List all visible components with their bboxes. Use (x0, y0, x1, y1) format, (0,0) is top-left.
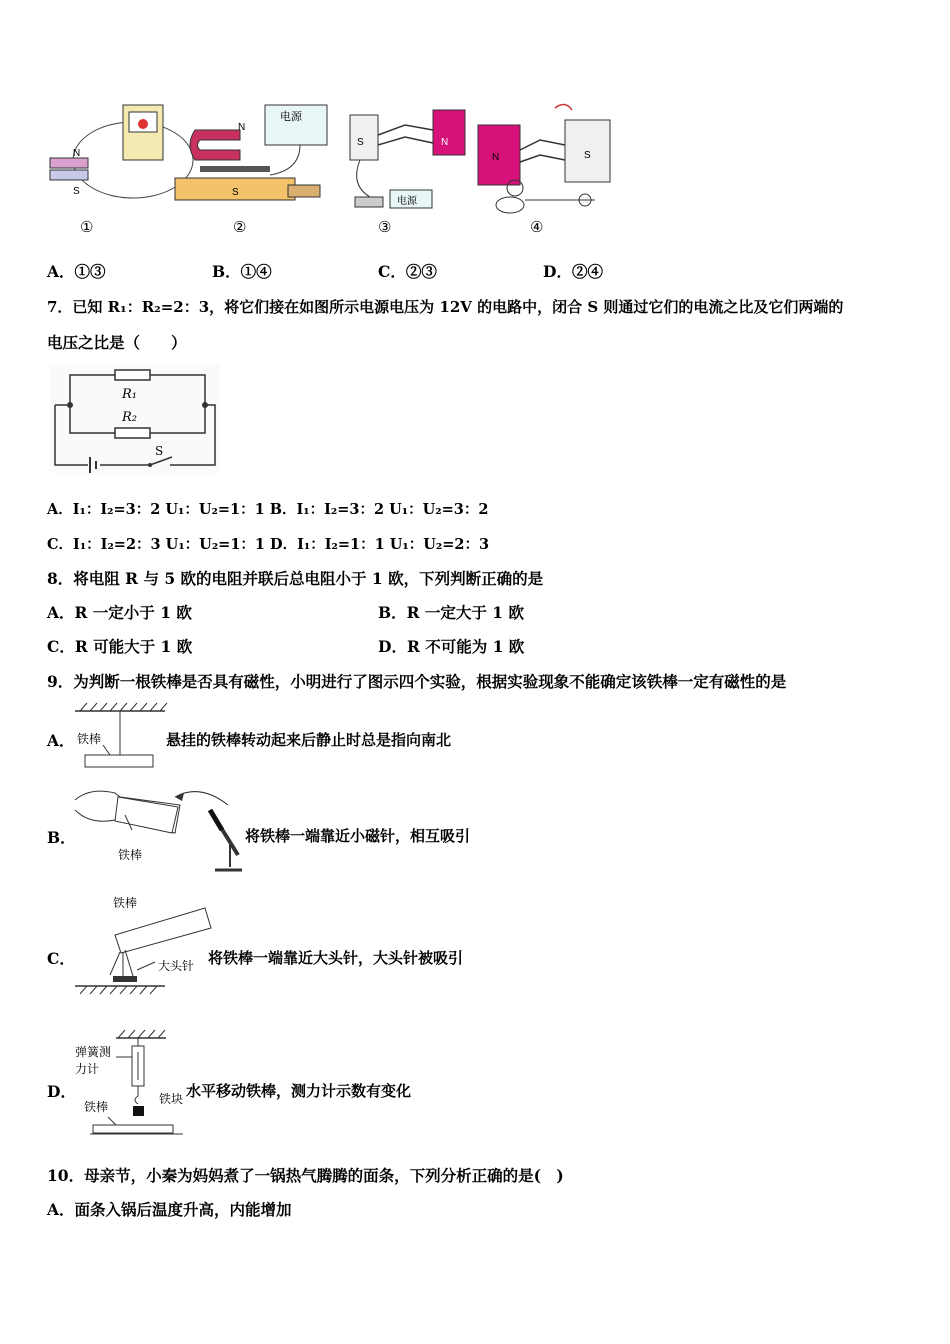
fig2-s-label: S (232, 187, 239, 198)
q8-option-d: D．R 不可能为 1 欧 (378, 637, 525, 656)
q9-option-a-text: 悬挂的铁棒转动起来后静止时总是指向南北 (166, 731, 452, 749)
q7-options-line1: A．I₁：I₂=3：2 U₁：U₂=1：1 B．I₁：I₂=3：2 U₁：U₂=3：2 (47, 501, 489, 518)
figure-label-3: ③ (378, 218, 392, 236)
r2-label: R₂ (122, 410, 137, 425)
q7-stem-line2: 电压之比是（ ） (47, 333, 187, 352)
q9-figure-c (75, 890, 210, 1000)
q9-c-label-pin: 大头针 (158, 959, 195, 973)
fig4-s-label: S (584, 150, 591, 161)
q9-d-label-block: 铁块 (159, 1092, 184, 1106)
q9-b-label-rod: 铁棒 (118, 848, 143, 862)
q9-stem: 9．为判断一根铁棒是否具有磁性，小明进行了图示四个实验，根据实验现象不能确定该铁棒一定有磁性的是 (47, 672, 787, 691)
q10-stem: 10．母亲节，小秦为妈妈煮了一锅热气腾腾的面条，下列分析正确的是( ) (47, 1166, 564, 1185)
figure-4 (470, 100, 615, 215)
q7-stem-line1: 7．已知 R₁：R₂=2：3，将它们接在如图所示电源电压为 12V 的电路中，闭合 S 则通过它们的电流之比及它们两端的 (47, 298, 844, 316)
fig2-n-label: N (238, 122, 246, 133)
q9-d-label-rod: 铁棒 (84, 1100, 109, 1114)
q9-c-label-rod: 铁棒 (113, 896, 138, 910)
q6-option-c: C．②③ (378, 262, 437, 281)
q6-option-b: B．①④ (212, 262, 272, 281)
q9-option-d-text: 水平移动铁棒，测力计示数有变化 (186, 1082, 412, 1100)
q9-option-a-letter: A． (47, 731, 75, 750)
q6-option-d: D．②④ (543, 262, 603, 281)
q9-d-label-spring1: 弹簧测 (75, 1045, 112, 1059)
q7-options-line2: C．I₁：I₂=2：3 U₁：U₂=1：1 D．I₁：I₂=1：1 U₁：U₂=2：3 (47, 536, 490, 553)
figure-label-4: ④ (530, 218, 544, 236)
figure-label-2: ② (233, 218, 247, 236)
q10-option-a: A．面条入锅后温度升高，内能增加 (47, 1200, 292, 1219)
fig3-n-label: N (441, 137, 449, 148)
fig4-n-label: N (492, 152, 500, 163)
q7-circuit-diagram (50, 365, 225, 475)
q6-option-a: A．①③ (47, 262, 106, 281)
q9-option-c-text: 将铁棒一端靠近大头针，大头针被吸引 (208, 949, 464, 967)
q8-option-c: C．R 可能大于 1 欧 (47, 637, 193, 656)
q8-stem: 8．将电阻 R 与 5 欧的电阻并联后总电阻小于 1 欧，下列判断正确的是 (47, 569, 544, 588)
q9-figure-b (70, 785, 245, 880)
switch-label: S (155, 444, 164, 458)
q9-a-label-rod: 铁棒 (77, 732, 102, 746)
q9-d-label-spring2: 力计 (75, 1062, 100, 1076)
q9-option-c-letter: C． (47, 949, 75, 968)
fig2-power-label: 电源 (280, 110, 302, 123)
figure-2 (170, 100, 340, 210)
fig3-s-label: S (357, 137, 364, 148)
fig3-power-label: 电源 (397, 196, 417, 207)
q9-option-b-letter: B． (47, 828, 76, 847)
q8-option-a: A．R 一定小于 1 欧 (47, 603, 192, 622)
figure-1 (45, 100, 170, 210)
r1-label: R₁ (122, 387, 137, 402)
q8-option-b: B．R 一定大于 1 欧 (378, 603, 524, 622)
figure-label-1: ① (80, 218, 94, 236)
figure-3 (345, 105, 470, 215)
q9-option-b-text: 将铁棒一端靠近小磁针，相互吸引 (245, 827, 471, 845)
fig1-s-label: S (73, 186, 80, 197)
fig1-n-label: N (73, 148, 81, 159)
q9-option-d-letter: D． (47, 1082, 76, 1101)
